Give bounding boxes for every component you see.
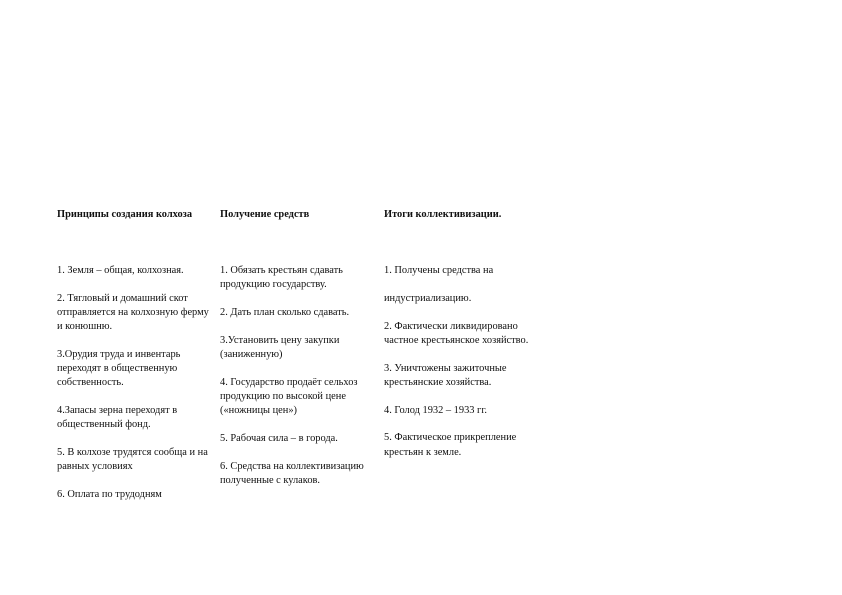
list-item: 4. Государство продаёт сельхоз продукцию по высокой цене («ножницы цен») (220, 376, 358, 417)
column-header: Итоги коллективизации. (384, 209, 502, 220)
list-item: 2. Дать план сколько сдавать. (220, 307, 350, 318)
column-principles (57, 208, 212, 516)
list-item: 4. Голод 1932 – 1933 гг. (384, 404, 488, 416)
list-item: 5. Рабочая сила – в города. (220, 433, 338, 444)
list-item: 3.Установить цену закупки (заниженную) (220, 334, 340, 360)
list-item: 5. В колхозе трудятся сообща и на равных условиях (57, 447, 208, 473)
list-item: 3.Орудия труда и инвентарь переходят в общественную собственность. (57, 349, 181, 389)
list-item: индустриализацию. (384, 292, 472, 304)
column-funding (220, 208, 376, 502)
list-item: 6. Оплата по трудодням (57, 489, 162, 501)
column-header: Получение средств (220, 209, 310, 220)
list-item: 5. Фактическое прикрепление крестьян к земле. (384, 432, 517, 458)
list-item: 3. Уничтожены зажиточные крестьянские хозяйства. (384, 362, 507, 388)
list-item: 4.Запасы зерна переходят в общественный фонд. (57, 405, 178, 431)
list-item: 6. Средства на коллективизацию полученные с кулаков. (220, 460, 364, 486)
list-item: 1. Земля – общая, колхозная. (57, 265, 184, 276)
list-item: 1. Обязать крестьян сдавать продукцию государству. (220, 265, 343, 291)
list-item: 2. Тягловый и домашний скот отправляется на колхозную ферму и конюшню. (57, 292, 209, 333)
column-header: Принципы создания колхоза (57, 209, 193, 220)
list-item: 2. Фактически ликвидировано частное крестьянское хозяйство. (384, 320, 529, 346)
column-results (384, 208, 542, 473)
list-item: 1. Получены средства на (384, 265, 494, 276)
